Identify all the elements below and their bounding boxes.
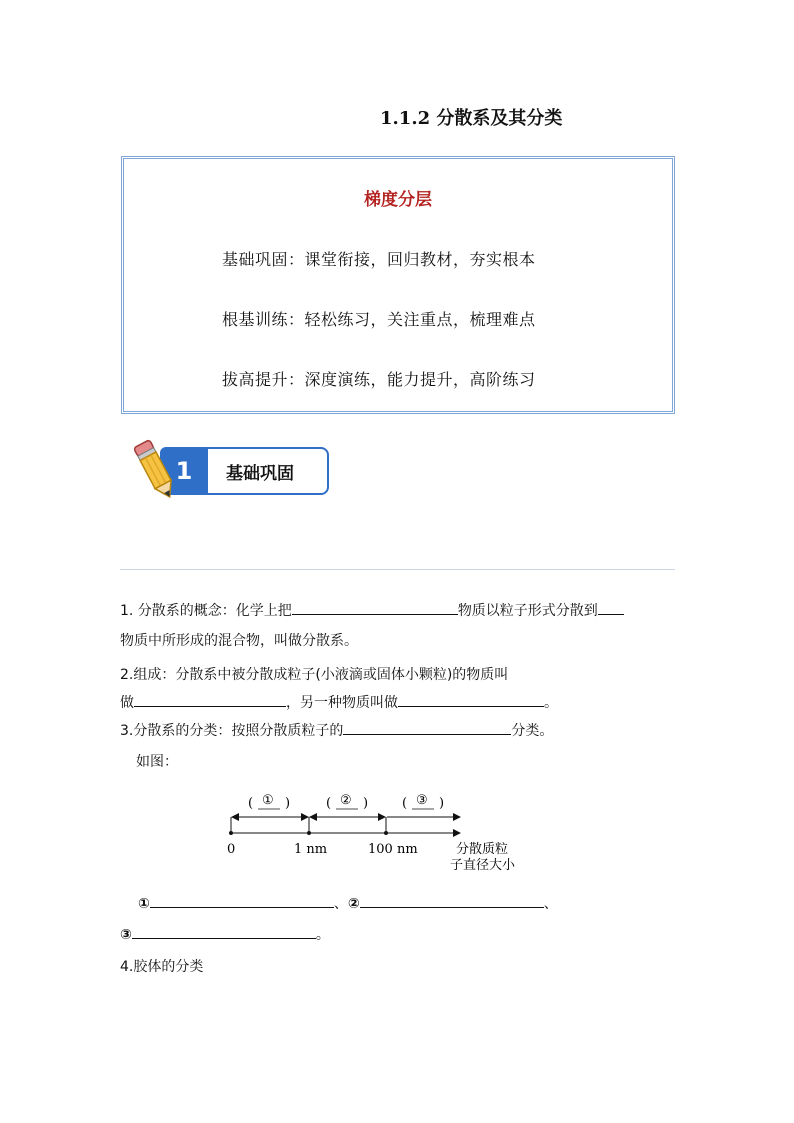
tick-label-0: 0 (227, 842, 236, 857)
tick-label-1: 1 nm (294, 842, 328, 857)
q2-prefix: 做 (120, 695, 134, 711)
pencil-icon (130, 436, 182, 502)
section-number: 1 (160, 447, 208, 495)
q2-blank-2[interactable] (398, 692, 544, 707)
range-paren-2-close: ) (363, 796, 369, 811)
answer-blank-2[interactable] (360, 893, 544, 908)
answer-end: 。 (315, 927, 330, 943)
box-heading: 梯度分层 (364, 190, 432, 210)
q1-blank-1[interactable] (292, 600, 458, 615)
q1-middle: 物质以粒子形式分散到 (457, 603, 598, 619)
axis-label-line-1: 分散质粒 (456, 842, 509, 857)
section-divider (120, 569, 675, 570)
range-paren-3-close: ) (439, 796, 445, 811)
answer-mark-2: ② (347, 896, 360, 912)
answer-mark-3: ③ (120, 927, 132, 943)
range-paren-1: ( (248, 796, 254, 811)
answers-line-2 (120, 924, 330, 944)
particle-size-figure (210, 785, 550, 880)
q3-text: 3.分散系的分类：按照分散质粒子的 (120, 723, 344, 739)
q2-middle: ，另一种物质叫做 (286, 695, 398, 711)
range-paren-2: ( (326, 796, 332, 811)
section-label: 基础巩固 (226, 464, 294, 484)
figure-caption: 如图： (136, 754, 178, 770)
question-1-line-1 (120, 600, 624, 620)
q2-blank-1[interactable] (134, 692, 286, 707)
range-mark-3: ③ (416, 793, 428, 808)
axis-label-line-2: 子直径大小 (450, 858, 516, 873)
answer-blank-1[interactable] (150, 893, 334, 908)
q1-blank-2[interactable] (598, 600, 624, 615)
gradient-levels-box (121, 156, 675, 414)
q3-end: 分类。 (511, 723, 554, 739)
question-2-line-1: 2.组成：分散系中被分散成粒子(小液滴或固体小颗粒)的物质叫 (120, 667, 509, 683)
question-4-line: 4.胶体的分类 (120, 959, 204, 975)
page-title: 1.1.2 分散系及其分类 (380, 108, 563, 129)
q3-blank[interactable] (343, 720, 511, 735)
box-line-1: 基础巩固：课堂衔接，回归教材，夯实根本 (222, 250, 536, 269)
answer-mark-1: ① (138, 896, 150, 912)
question-2-line-2 (120, 692, 558, 712)
range-paren-1-close: ) (285, 796, 291, 811)
range-paren-3: ( (402, 796, 408, 811)
question-3-line (120, 720, 553, 740)
answer-blank-3[interactable] (132, 924, 316, 939)
range-mark-2: ② (340, 793, 352, 808)
answers-line-1 (138, 893, 558, 913)
q1-prefix: 1. 分散系的概念：化学上把 (120, 603, 292, 619)
answer-sep-2: 、 (543, 896, 558, 912)
answer-sep-1: 、 (333, 896, 348, 912)
q2-end: 。 (544, 695, 558, 711)
box-line-2: 根基训练：轻松练习，关注重点，梳理难点 (222, 310, 536, 329)
tick-label-2: 100 nm (368, 842, 418, 857)
range-mark-1: ① (262, 793, 274, 808)
box-line-3: 拔高提升：深度演练，能力提升，高阶练习 (222, 370, 536, 389)
question-1-line-2: 物质中所形成的混合物，叫做分散系。 (120, 633, 358, 649)
